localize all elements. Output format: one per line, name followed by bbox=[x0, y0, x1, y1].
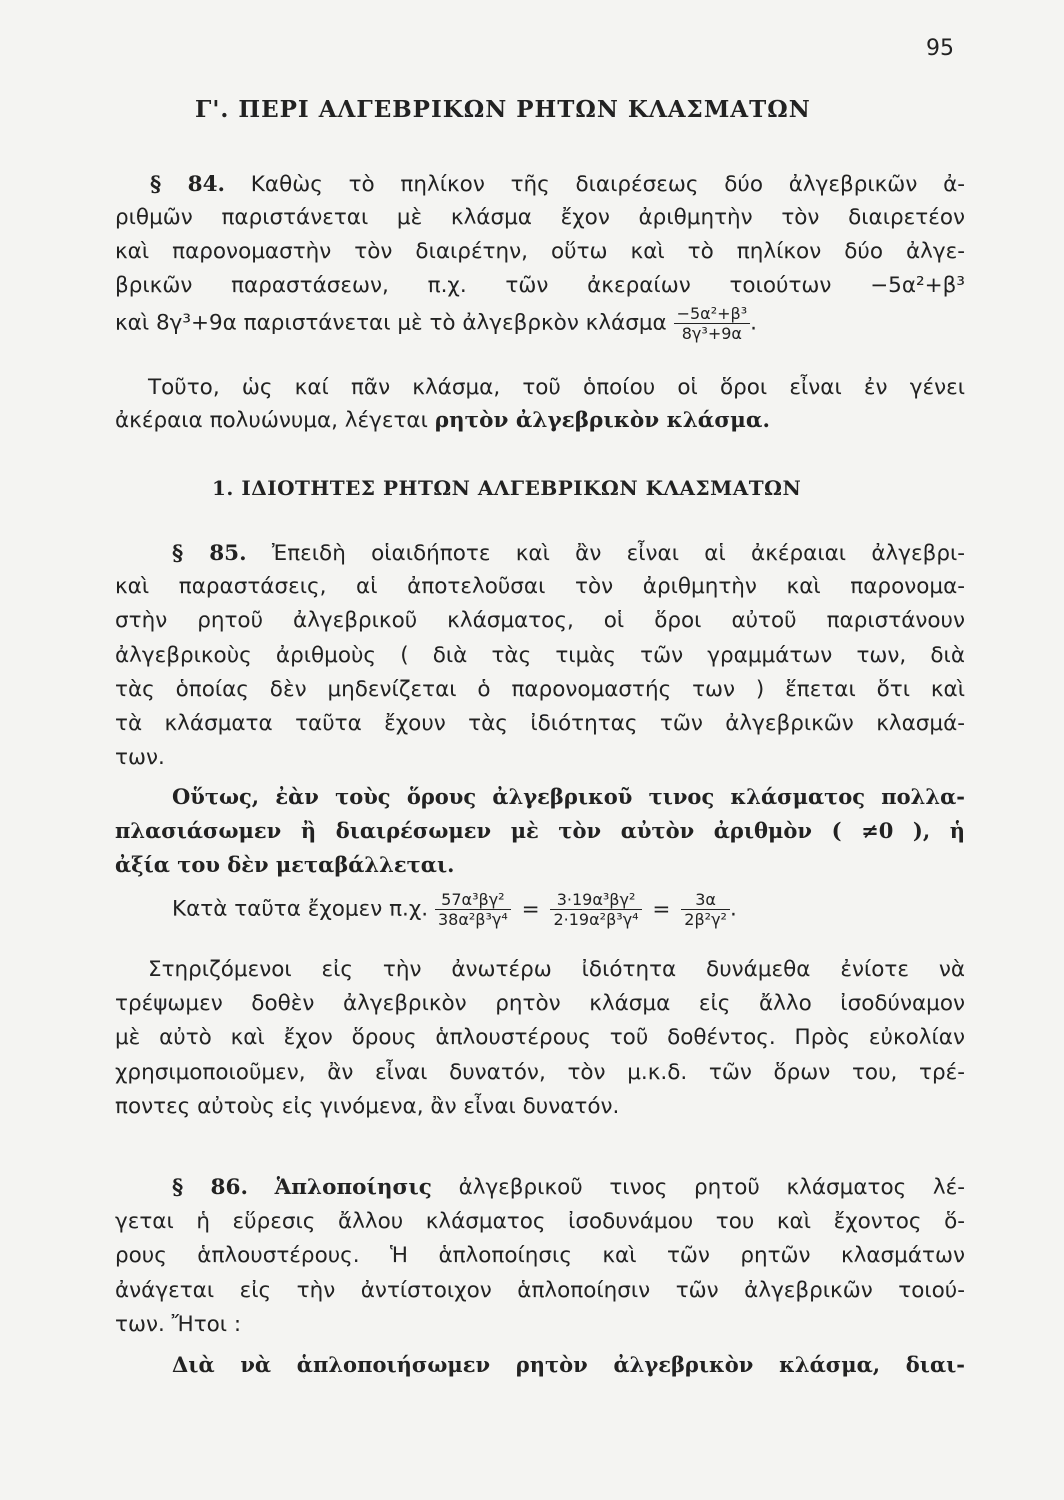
p85-line-2: καὶ παραστάσεις, αἱ ἀποτελοῦσαι τὸν ἀριθμητὴν καὶ παρονομα- bbox=[115, 574, 965, 599]
p86-line-3: ρους ἁπλουστέρους. Ἡ ἁπλοποίησις καὶ τῶν ρητῶν κλασμάτων bbox=[115, 1243, 965, 1268]
p84-line-2: ριθμῶν παριστάνεται μὲ κλάσμα ἔχον ἀριθμητὴν τὸν διαιρετέον bbox=[115, 205, 965, 230]
p86-section-number: § 86. bbox=[172, 1175, 248, 1200]
p85-line-1 bbox=[172, 539, 965, 569]
fraction-2 bbox=[435, 890, 511, 929]
p84-line-1 bbox=[150, 170, 965, 200]
p86-bold-line-1: Διὰ νὰ ἁπλοποιήσωμεν ρητὸν ἀλγεβρικὸν κλάσμα, διαι- bbox=[172, 1352, 965, 1377]
p86-line-2: γεται ἡ εὕρεσις ἄλλου κλάσματος ἰσοδυνάμου του καὶ ἔχοντος ὅ- bbox=[115, 1209, 965, 1234]
p85-line-9: τρέψωμεν δοθὲν ἀλγεβρικὸν ρητὸν κλάσμα εἰς ἄλλο ἰσοδύναμον bbox=[115, 991, 965, 1016]
p84-line-4: βρικῶν παραστάσεων, π.χ. τῶν ἀκεραίων τοιούτων −5α²+β³ bbox=[115, 273, 965, 298]
fraction-2-denominator: 38α²β³γ⁴ bbox=[437, 910, 508, 929]
p86-line-5: των. Ἤτοι : bbox=[115, 1312, 242, 1337]
p84-line-7 bbox=[115, 406, 965, 436]
p85-bold-line-2: πλασιάσωμεν ἢ διαιρέσωμεν μὲ τὸν αὐτὸν ἀριθμὸν ( ≠0 ), ἡ bbox=[115, 818, 965, 843]
p85-line-8: Στηριζόμενοι εἰς τὴν ἀνωτέρω ἰδιότητα δυνάμεθα ἐνίοτε νὰ bbox=[148, 957, 965, 982]
p85-text-1: Ἐπειδὴ οἱαιδήποτε καὶ ἂν εἶναι αἱ ἀκέραιαι ἀλγεβρι- bbox=[271, 541, 965, 566]
equals-sign-1: = bbox=[521, 896, 540, 922]
p85-line-6: τὰ κλάσματα ταῦτα ἔχουν τὰς ἰδιότητας τῶν ἀλγεβρικῶν κλασμά- bbox=[115, 711, 965, 736]
section-heading: Γ'. ΠΕΡΙ ΑΛΓΕΒΡΙΚΩΝ ΡΗΤΩΝ ΚΛΑΣΜΑΤΩΝ bbox=[195, 96, 811, 123]
fraction-3-numerator: 3·19α³βγ² bbox=[550, 890, 641, 910]
equation-period: . bbox=[729, 896, 737, 922]
p84-line-5 bbox=[115, 304, 757, 343]
page-number: 95 bbox=[926, 36, 954, 61]
defined-term-simplification: Ἁπλοποίησις bbox=[274, 1175, 432, 1200]
p85-line-4: ἀλγεβρικοὺς ἀριθμοὺς ( διὰ τὰς τιμὰς τῶν γραμμάτων των, διὰ bbox=[115, 643, 965, 668]
p84-line-6: Τοῦτο, ὡς καί πᾶν κλάσμα, τοῦ ὁποίου οἱ ὅροι εἶναι ἐν γένει bbox=[148, 375, 965, 400]
p85-line-7: των. bbox=[115, 745, 165, 770]
p85-line-5: τὰς ὁποίας δὲν μηδενίζεται ὁ παρονομαστής των ) ἕπεται ὅτι καὶ bbox=[115, 677, 965, 702]
p86-line-4: ἀνάγεται εἰς τὴν ἀντίστοιχον ἁπλοποίησιν τῶν ἀλγεβρικῶν τοιού- bbox=[115, 1278, 965, 1303]
p84-period: . bbox=[750, 310, 757, 336]
fraction-3 bbox=[550, 890, 641, 929]
fraction-1 bbox=[674, 304, 751, 343]
p85-bold-line-1: Οὕτως, ἐὰν τοὺς ὅρους ἀλγεβρικοῦ τινος κλάσματος πολλα- bbox=[172, 784, 965, 809]
example-equation bbox=[172, 890, 737, 929]
p85-bold-line-3: ἀξία του δὲν μεταβάλλεται. bbox=[115, 852, 455, 877]
fraction-4-denominator: 2β²γ² bbox=[684, 910, 727, 929]
fraction-1-numerator: −5α²+β³ bbox=[674, 304, 751, 324]
fraction-2-numerator: 57α³βγ² bbox=[435, 890, 511, 910]
p85-line-11: χρησιμοποιοῦμεν, ἂν εἶναι δυνατόν, τὸν μ.κ.δ. τῶν ὅρων του, τρέ- bbox=[115, 1060, 965, 1085]
p85-line-12: ποντες αὐτοὺς εἰς γινόμενα, ἂν εἶναι δυνατόν. bbox=[115, 1094, 620, 1119]
example-intro: Κατὰ ταῦτα ἔχομεν π.χ. bbox=[172, 896, 429, 922]
p85-line-10: μὲ αὐτὸ καὶ ἔχον ὅρους ἁπλουστέρους τοῦ δοθέντος. Πρὸς εὐκολίαν bbox=[115, 1025, 965, 1050]
p85-section-number: § 85. bbox=[172, 541, 247, 566]
p86-line-1 bbox=[172, 1173, 965, 1203]
p84-section-number: § 84. bbox=[150, 172, 226, 197]
fraction-4-numerator: 3α bbox=[681, 890, 730, 910]
fraction-1-denominator: 8γ³+9α bbox=[681, 324, 742, 343]
subsection-heading: 1. ΙΔΙΟΤΗΤΕΣ ΡΗΤΩΝ ΑΛΓΕΒΡΙΚΩΝ ΚΛΑΣΜΑΤΩΝ bbox=[212, 476, 802, 500]
p84-text-1: Καθὼς τὸ πηλίκον τῆς διαιρέσεως δύο ἀλγεβρικῶν ἀ- bbox=[250, 172, 965, 197]
p84-line-3: καὶ παρονομαστὴν τὸν διαιρέτην, οὕτω καὶ τὸ πηλίκον δύο ἀλγε- bbox=[115, 239, 965, 264]
defined-term-rational-fraction: ρητὸν ἀλγεβρικὸν κλάσμα. bbox=[434, 408, 770, 433]
fraction-4 bbox=[681, 890, 730, 929]
equals-sign-2: = bbox=[652, 896, 671, 922]
p84-text-7: ἀκέραια πολυώνυμα, λέγεται bbox=[115, 408, 428, 433]
p84-text-5: καὶ 8γ³+9α παριστάνεται μὲ τὸ ἀλγεβρκὸν κλάσμα bbox=[115, 310, 667, 336]
p86-text-1: ἀλγεβρικοῦ τινος ρητοῦ κλάσματος λέ- bbox=[458, 1175, 965, 1200]
p85-line-3: στὴν ρητοῦ ἀλγεβρικοῦ κλάσματος, οἱ ὅροι αὐτοῦ παριστάνουν bbox=[115, 608, 965, 633]
fraction-3-denominator: 2·19α²β³γ⁴ bbox=[553, 910, 639, 929]
